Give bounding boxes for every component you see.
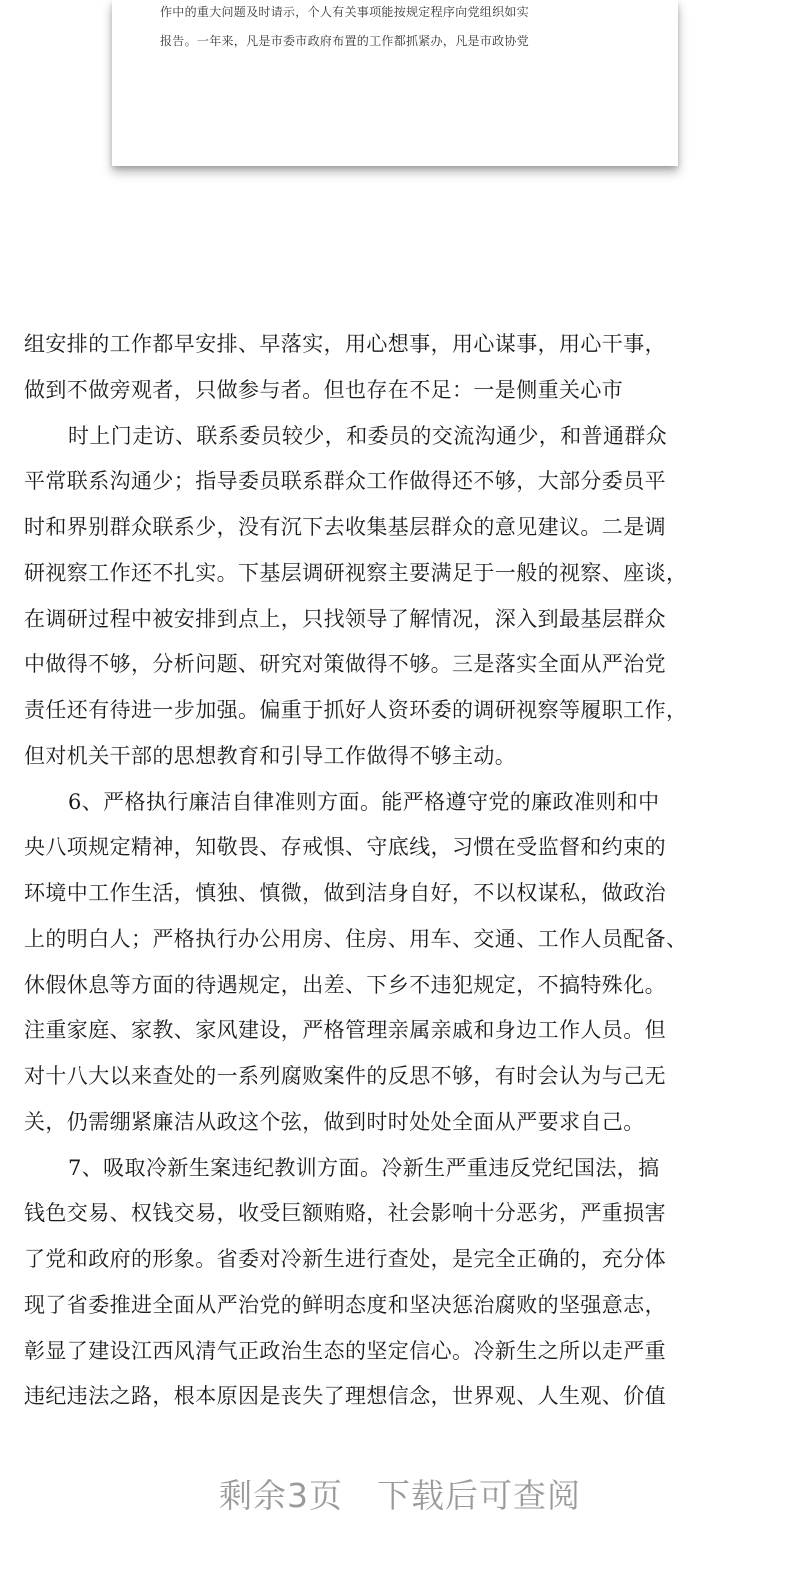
- previous-page-card: [112, 0, 678, 166]
- body-text-line: 时上门走访、联系委员较少，和委员的交流沟通少，和普通群众: [68, 424, 668, 448]
- body-text-line: 时和界别群众联系少，没有沉下去收集基层群众的意见建议。二是调: [24, 515, 666, 539]
- body-text-line: 注重家庭、家教、家风建设，严格管理亲属亲戚和身边工作人员。但: [24, 1018, 666, 1042]
- body-text-line: 上的明白人；严格执行办公用房、住房、用车、交通、工作人员配备、: [24, 927, 688, 951]
- body-text-line: 研视察工作还不扎实。下基层调研视察主要满足于一般的视察、座谈，: [24, 561, 688, 585]
- body-text-line: 了党和政府的形象。省委对冷新生进行查处，是完全正确的，充分体: [24, 1247, 666, 1271]
- section-heading-line: 7、吸取冷新生案违纪教训方面。冷新生严重违反党纪国法，搞: [68, 1156, 660, 1180]
- body-text-line: 违纪违法之路，根本原因是丧失了理想信念，世界观、人生观、价值: [24, 1384, 666, 1408]
- body-text-line: 钱色交易、权钱交易，收受巨额贿赂，社会影响十分恶劣，严重损害: [24, 1201, 666, 1225]
- body-text-line: 在调研过程中被安排到点上，只找领导了解情况，深入到最基层群众: [24, 607, 666, 631]
- card-text-line: 作中的重大问题及时请示，个人有关事项能按规定程序向党组织如实: [160, 5, 530, 19]
- remaining-pages-notice[interactable]: 剩余3页 下载后可查阅: [219, 1476, 581, 1515]
- body-text-line: 关，仍需绷紧廉洁从政这个弦，做到时时处处全面从严要求自己。: [24, 1110, 645, 1134]
- card-text-line: 报告。一年来，凡是市委市政府布置的工作都抓紧办，凡是市政协党: [160, 34, 530, 48]
- body-text-line: 中做得不够，分析问题、研究对策做得不够。三是落实全面从严治党: [24, 652, 666, 676]
- body-text-line: 央八项规定精神，知敬畏、存戒惧、守底线，习惯在受监督和约束的: [24, 835, 666, 859]
- body-text-line: 做到不做旁观者，只做参与者。但也存在不足：一是侧重关心市: [24, 378, 624, 402]
- body-text-line: 组安排的工作都早安排、早落实，用心想事，用心谋事，用心干事，: [24, 332, 666, 356]
- body-text-line: 平常联系沟通少；指导委员联系群众工作做得还不够，大部分委员平: [24, 469, 666, 493]
- body-text-line: 彰显了建设江西风清气正政治生态的坚定信心。冷新生之所以走严重: [24, 1339, 666, 1363]
- body-text-line: 休假休息等方面的待遇规定，出差、下乡不违犯规定，不搞特殊化。: [24, 973, 666, 997]
- body-text-line: 对十八大以来查处的一系列腐败案件的反思不够，有时会认为与己无: [24, 1064, 666, 1088]
- section-heading-line: 6、严格执行廉洁自律准则方面。能严格遵守党的廉政准则和中: [68, 790, 660, 814]
- body-text-line: 责任还有待进一步加强。偏重于抓好人资环委的调研视察等履职工作，: [24, 698, 688, 722]
- body-text-line: 环境中工作生活，慎独、慎微，做到洁身自好，不以权谋私，做政治: [24, 881, 666, 905]
- body-text-line: 但对机关干部的思想教育和引导工作做得不够主动。: [24, 744, 517, 768]
- body-text-line: 现了省委推进全面从严治党的鲜明态度和坚决惩治腐败的坚强意志，: [24, 1293, 666, 1317]
